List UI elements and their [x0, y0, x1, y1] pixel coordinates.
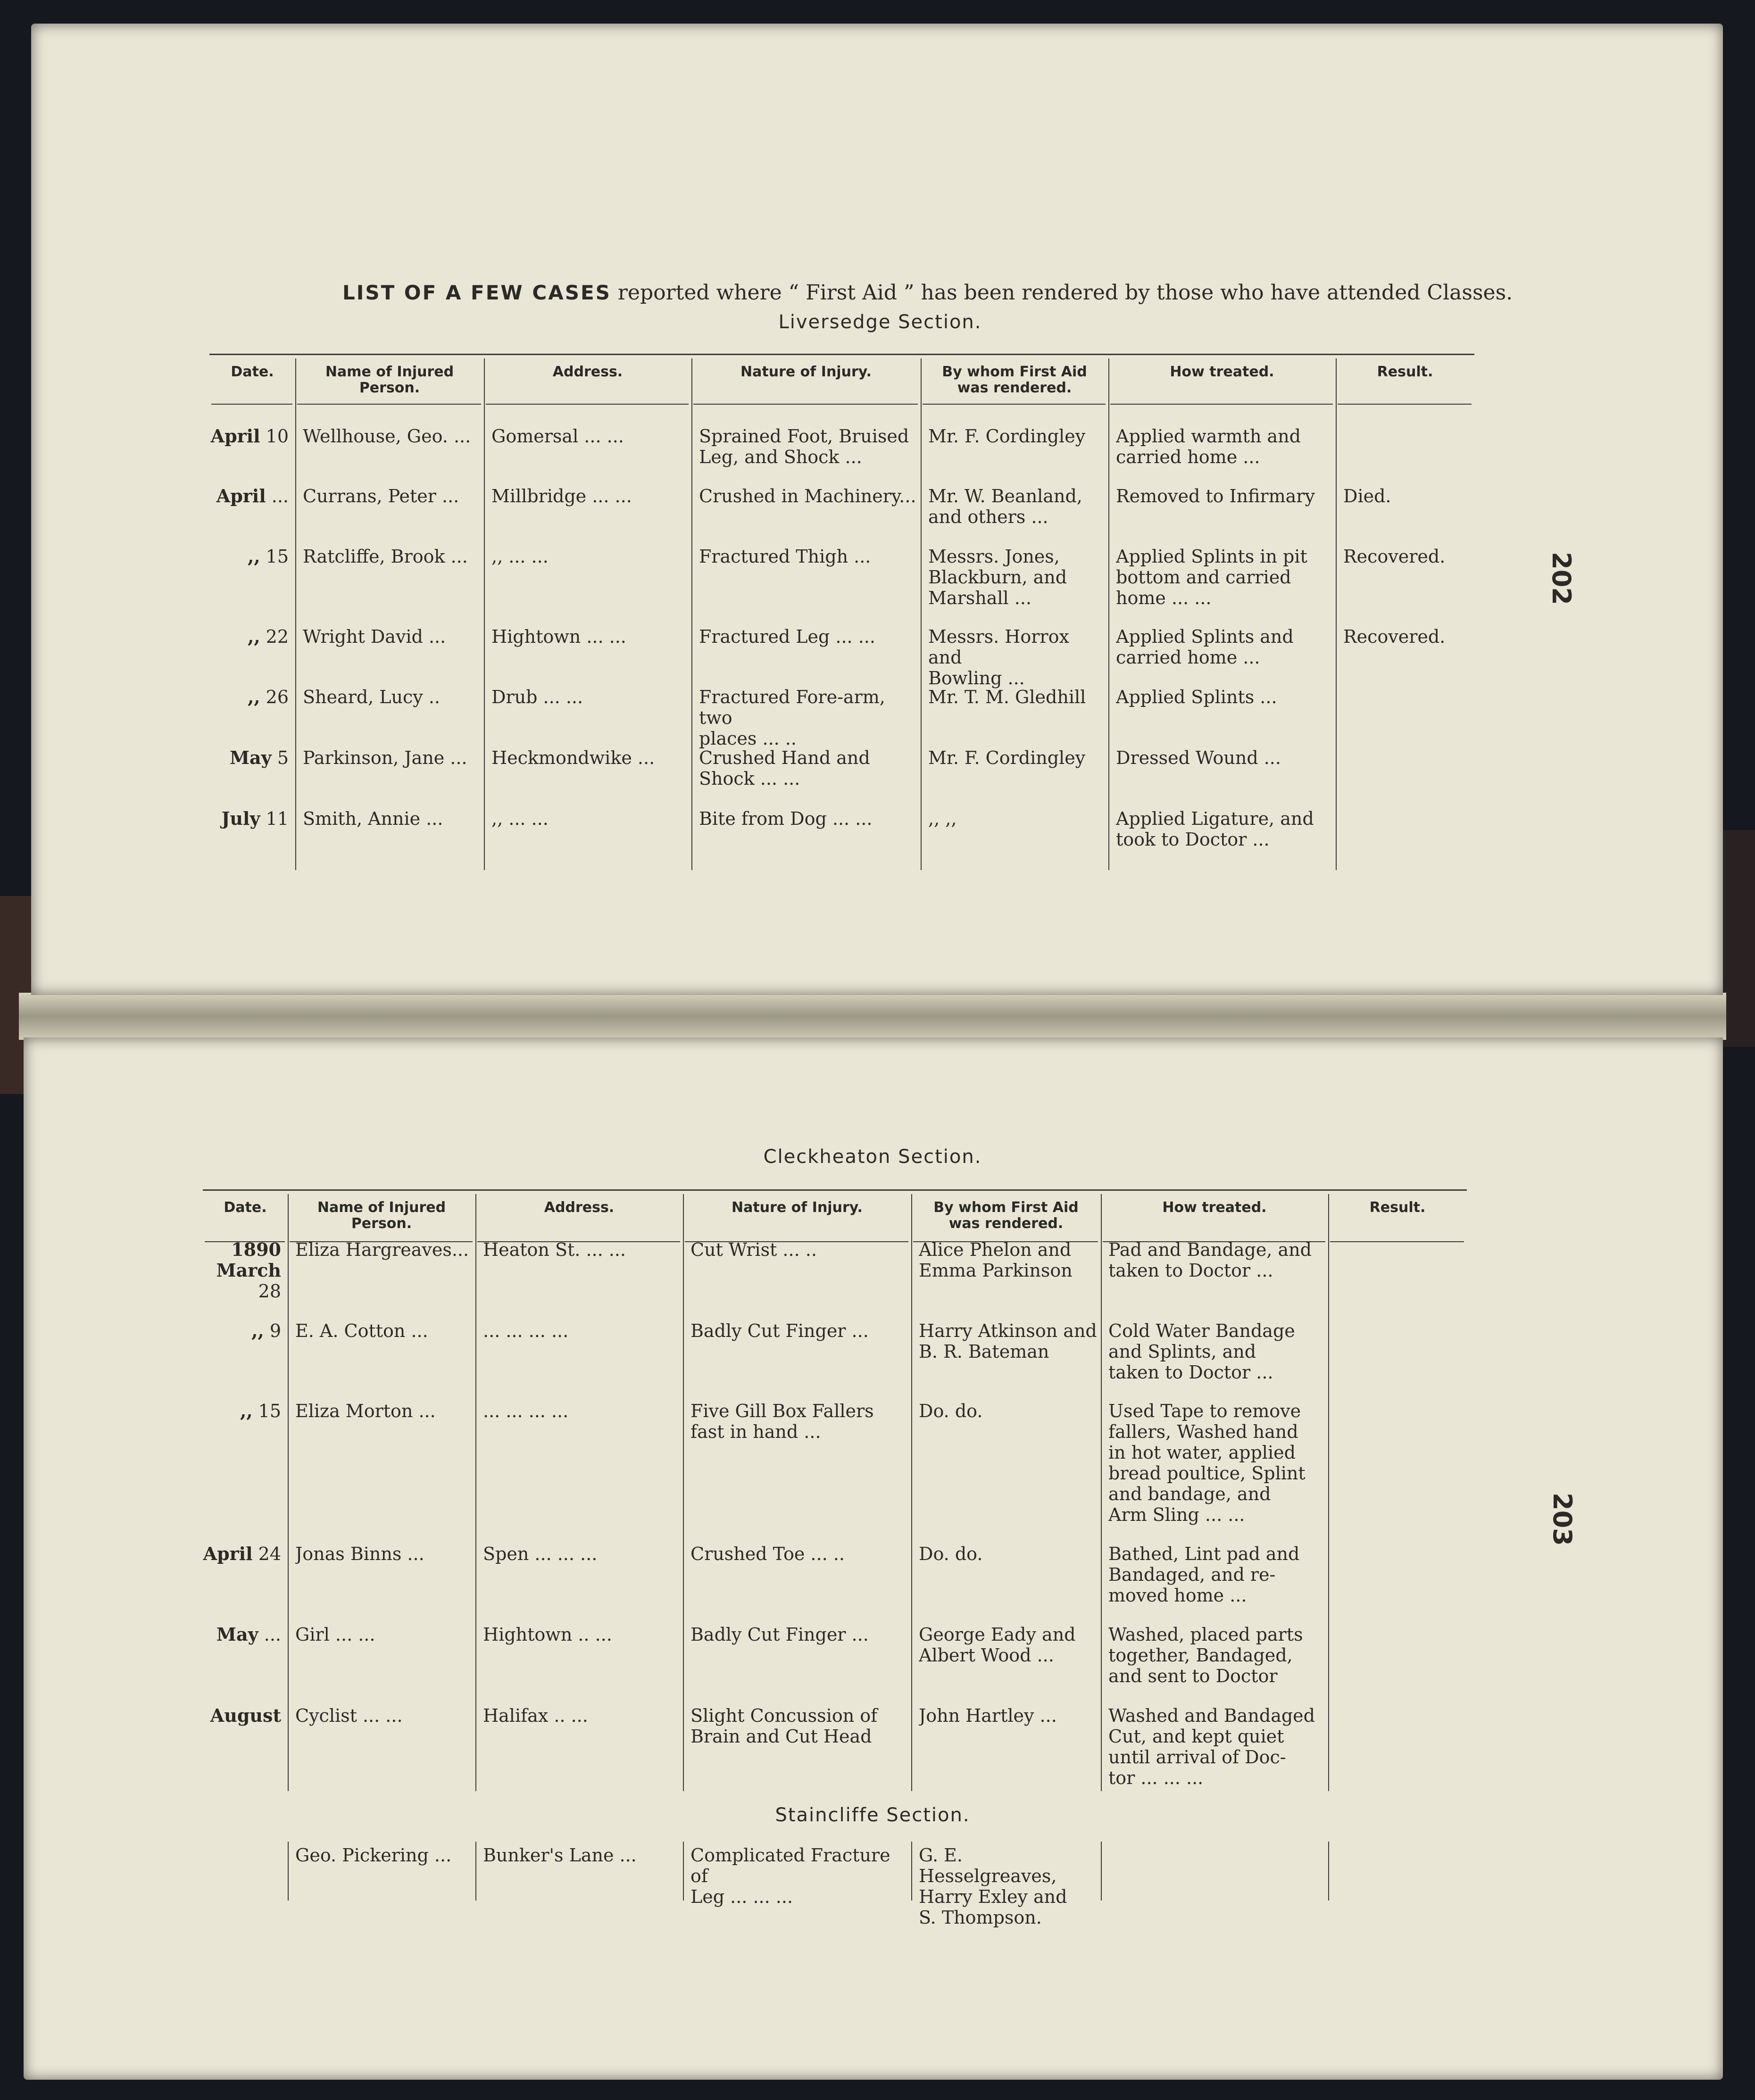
- date-cell: [209, 687, 289, 707]
- column-rule: [1336, 358, 1337, 870]
- cell-nature: Crushed Toe ... ..: [690, 1544, 845, 1564]
- column-rule: [691, 358, 692, 870]
- cell-by: Mr. T. M. Gledhill: [928, 687, 1086, 707]
- cell-name: E. A. Cotton ...: [295, 1320, 428, 1341]
- date-cell: [203, 1320, 281, 1341]
- header-by_whom: By whom First Aid was rendered.: [942, 364, 1087, 396]
- header-underline: [211, 404, 292, 405]
- page-202: [31, 24, 1723, 995]
- header-address: Address.: [552, 364, 623, 380]
- cell-by: Messrs. Jones, Blackburn, and Marshall ...: [928, 546, 1067, 608]
- cell-by: Mr. F. Cordingley: [928, 747, 1086, 768]
- column-rule: [1101, 1194, 1102, 1791]
- cell-treated: Washed and Bandaged Cut, and kept quiet until arrival of Doc- tor ... ... ...: [1108, 1705, 1315, 1788]
- column-rule: [484, 358, 485, 870]
- cell-name: Geo. Pickering ...: [295, 1845, 452, 1866]
- column-rule: [921, 358, 922, 870]
- page-203: [24, 1038, 1723, 2080]
- cell-name: Girl ... ...: [295, 1624, 375, 1645]
- page-number: 203: [1547, 1493, 1577, 1546]
- page-gutter: [19, 993, 1726, 1040]
- header-nature: Nature of Injury.: [732, 1199, 863, 1216]
- cell-by: Messrs. Horrox and Bowling ...: [928, 626, 1069, 689]
- header-result: Result.: [1377, 364, 1433, 380]
- date-day: 5: [271, 747, 289, 768]
- heading-caps: LIST OF A FEW CASES: [342, 281, 611, 304]
- cell-address: ... ... ... ...: [483, 1320, 569, 1341]
- cell-by: Alice Phelon and Emma Parkinson: [919, 1239, 1073, 1281]
- cell-by: Do. do.: [919, 1401, 983, 1421]
- cell-address: Millbridge ... ...: [491, 486, 632, 506]
- date-month: 1890 March: [216, 1239, 281, 1281]
- section-title-staincliffe: Staincliffe Section.: [775, 1804, 970, 1826]
- cell-nature: Bite from Dog ... ...: [699, 808, 873, 829]
- date-cell: [209, 747, 289, 768]
- cell-by: Harry Atkinson and B. R. Bateman: [919, 1320, 1097, 1362]
- column-rule: [911, 1194, 912, 1791]
- cell-treated: Dressed Wound ...: [1116, 747, 1281, 768]
- date-cell: [203, 1401, 281, 1421]
- date-month: ,,: [251, 1320, 264, 1341]
- table-top-rule: [209, 354, 1474, 355]
- cell-name: Cyclist ... ...: [295, 1705, 403, 1726]
- cell-by: G. E. Hesselgreaves, Harry Exley and S. Thompson.: [919, 1845, 1067, 1928]
- date-day: 9: [264, 1320, 281, 1341]
- section-title-cleckheaton: Cleckheaton Section.: [763, 1146, 982, 1168]
- date-cell: [203, 1544, 281, 1564]
- column-rule: [911, 1842, 912, 1901]
- cell-treated: Washed, placed parts together, Bandaged, and sent to Doctor: [1108, 1624, 1303, 1686]
- date-month: ,,: [248, 687, 260, 707]
- cell-address: Gomersal ... ...: [491, 426, 624, 447]
- header-underline: [1338, 404, 1472, 405]
- header-underline: [1330, 1241, 1464, 1242]
- cell-name: Eliza Morton ...: [295, 1401, 436, 1421]
- cell-address: ,, ... ...: [491, 546, 549, 567]
- date-day: 10: [260, 426, 289, 447]
- header-nature: Nature of Injury.: [740, 364, 872, 380]
- cell-nature: Slight Concussion of Brain and Cut Head: [690, 1705, 878, 1747]
- page-heading: [342, 281, 1513, 305]
- header-underline: [1110, 404, 1333, 405]
- cell-name: Wright David ...: [303, 626, 446, 647]
- date-cell: [203, 1239, 281, 1302]
- column-rule: [683, 1842, 684, 1901]
- cell-nature: Complicated Fracture of Leg ... ... ...: [690, 1845, 890, 1907]
- cell-address: Drub ... ...: [491, 687, 583, 707]
- date-day: 11: [260, 808, 289, 829]
- column-rule: [1328, 1194, 1329, 1791]
- cell-nature: Fractured Fore-arm, two places ... ..: [699, 687, 885, 749]
- date-month: ,,: [240, 1401, 253, 1421]
- cell-address: Halifax .. ...: [483, 1705, 588, 1726]
- date-month: April: [210, 426, 260, 447]
- cell-treated: Removed to Infirmary: [1116, 486, 1315, 506]
- header-address: Address.: [544, 1199, 615, 1216]
- cell-name: Sheard, Lucy ..: [303, 687, 440, 707]
- date-month: April: [203, 1544, 253, 1564]
- cell-name: Eliza Hargreaves...: [295, 1239, 469, 1260]
- section-title-liversedge: Liversedge Section.: [778, 311, 982, 333]
- date-day: 28: [258, 1281, 281, 1302]
- cell-treated: Bathed, Lint pad and Bandaged, and re- moved home ...: [1108, 1544, 1300, 1606]
- cell-nature: Fractured Leg ... ...: [699, 626, 875, 647]
- date-day: 15: [260, 546, 289, 567]
- cell-name: Wellhouse, Geo. ...: [303, 426, 471, 447]
- header-date: Date.: [231, 364, 274, 380]
- cell-treated: Applied Splints and carried home ...: [1116, 626, 1294, 668]
- date-month: August: [210, 1705, 281, 1726]
- column-rule: [295, 358, 296, 870]
- cell-name: Smith, Annie ...: [303, 808, 443, 829]
- cell-nature: Crushed Hand and Shock ... ...: [699, 747, 870, 789]
- column-rule: [288, 1194, 289, 1791]
- cell-treated: Used Tape to remove fallers, Washed hand in hot water, applied bread poultice, Splint and bandage, and Arm Sling ... ...: [1108, 1401, 1306, 1525]
- cell-nature: Fractured Thigh ...: [699, 546, 871, 567]
- cell-by: Mr. F. Cordingley: [928, 426, 1086, 447]
- date-cell: [209, 546, 289, 567]
- cell-address: Hightown .. ...: [483, 1624, 612, 1645]
- header-by_whom: By whom First Aid was rendered.: [933, 1199, 1079, 1232]
- header-treated: How treated.: [1170, 364, 1274, 380]
- cell-nature: Badly Cut Finger ...: [690, 1320, 869, 1341]
- date-day: 15: [252, 1401, 281, 1421]
- column-rule: [475, 1194, 476, 1791]
- date-day: ...: [258, 1624, 281, 1645]
- cell-nature: Sprained Foot, Bruised Leg, and Shock ...: [699, 426, 909, 467]
- cell-treated: Cold Water Bandage and Splints, and taken to Doctor ...: [1108, 1320, 1295, 1383]
- cell-address: Bunker's Lane ...: [483, 1845, 637, 1866]
- column-rule: [1328, 1842, 1329, 1901]
- date-month: May: [216, 1624, 258, 1645]
- cell-result: Recovered.: [1343, 626, 1446, 647]
- column-rule: [683, 1194, 684, 1791]
- date-cell: [203, 1624, 281, 1645]
- cell-address: Heaton St. ... ...: [483, 1239, 626, 1260]
- date-day: 22: [260, 626, 289, 647]
- cell-name: Currans, Peter ...: [303, 486, 459, 506]
- date-cell: [203, 1705, 281, 1726]
- cell-address: Heckmondwike ...: [491, 747, 655, 768]
- cell-result: Recovered.: [1343, 546, 1446, 567]
- column-rule: [1101, 1842, 1102, 1901]
- cell-treated: Applied Splints in pit bottom and carried home ... ...: [1116, 546, 1307, 608]
- cell-treated: Applied warmth and carried home ...: [1116, 426, 1301, 467]
- header-name: Name of Injured Person.: [325, 364, 454, 396]
- cell-treated: Applied Splints ...: [1116, 687, 1277, 707]
- date-month: ,,: [248, 546, 260, 567]
- date-day: ...: [266, 486, 289, 506]
- date-month: July: [221, 808, 260, 829]
- cell-nature: Five Gill Box Fallers fast in hand ...: [690, 1401, 874, 1442]
- cell-by: ,, ,,: [928, 808, 957, 829]
- cell-name: Parkinson, Jane ...: [303, 747, 467, 768]
- column-rule: [288, 1842, 289, 1901]
- cell-result: Died.: [1343, 486, 1391, 506]
- cell-nature: Crushed in Machinery...: [699, 486, 916, 506]
- date-cell: [209, 808, 289, 829]
- header-underline: [923, 404, 1106, 405]
- header-underline: [486, 404, 689, 405]
- date-month: April: [216, 486, 266, 506]
- header-treated: How treated.: [1162, 1199, 1267, 1216]
- header-name: Name of Injured Person.: [317, 1199, 446, 1232]
- cell-address: Hightown ... ...: [491, 626, 626, 647]
- date-cell: [209, 426, 289, 447]
- page-number: 202: [1546, 552, 1576, 605]
- cell-by: John Hartley ...: [919, 1705, 1057, 1726]
- date-day: 26: [260, 687, 289, 707]
- cell-treated: Applied Ligature, and took to Doctor ...: [1116, 808, 1314, 850]
- date-cell: [209, 626, 289, 647]
- date-cell: [209, 486, 289, 506]
- cell-nature: Badly Cut Finger ...: [690, 1624, 869, 1645]
- cell-address: ... ... ... ...: [483, 1401, 569, 1421]
- cell-address: ,, ... ...: [491, 808, 549, 829]
- date-day: 24: [252, 1544, 281, 1564]
- cell-address: Spen ... ... ...: [483, 1544, 598, 1564]
- column-rule: [475, 1842, 476, 1901]
- column-rule: [1108, 358, 1109, 870]
- table-top-rule: [203, 1189, 1467, 1191]
- cell-nature: Cut Wrist ... ..: [690, 1239, 817, 1260]
- cell-name: Ratcliffe, Brook ...: [303, 546, 468, 567]
- header-underline: [297, 404, 481, 405]
- cell-by: George Eady and Albert Wood ...: [919, 1624, 1076, 1666]
- header-date: Date.: [224, 1199, 267, 1216]
- book-spine-right: [1723, 830, 1755, 1047]
- heading-rest: reported where “ First Aid ” has been rendered by those who have attended Classes.: [611, 281, 1513, 305]
- cell-by: Mr. W. Beanland, and others ...: [928, 486, 1082, 527]
- date-month: May: [229, 747, 272, 768]
- cell-by: Do. do.: [919, 1544, 983, 1564]
- date-month: ,,: [248, 626, 260, 647]
- header-result: Result.: [1369, 1199, 1426, 1216]
- header-underline: [693, 404, 918, 405]
- cell-treated: Pad and Bandage, and taken to Doctor ...: [1108, 1239, 1312, 1281]
- cell-name: Jonas Binns ...: [295, 1544, 424, 1564]
